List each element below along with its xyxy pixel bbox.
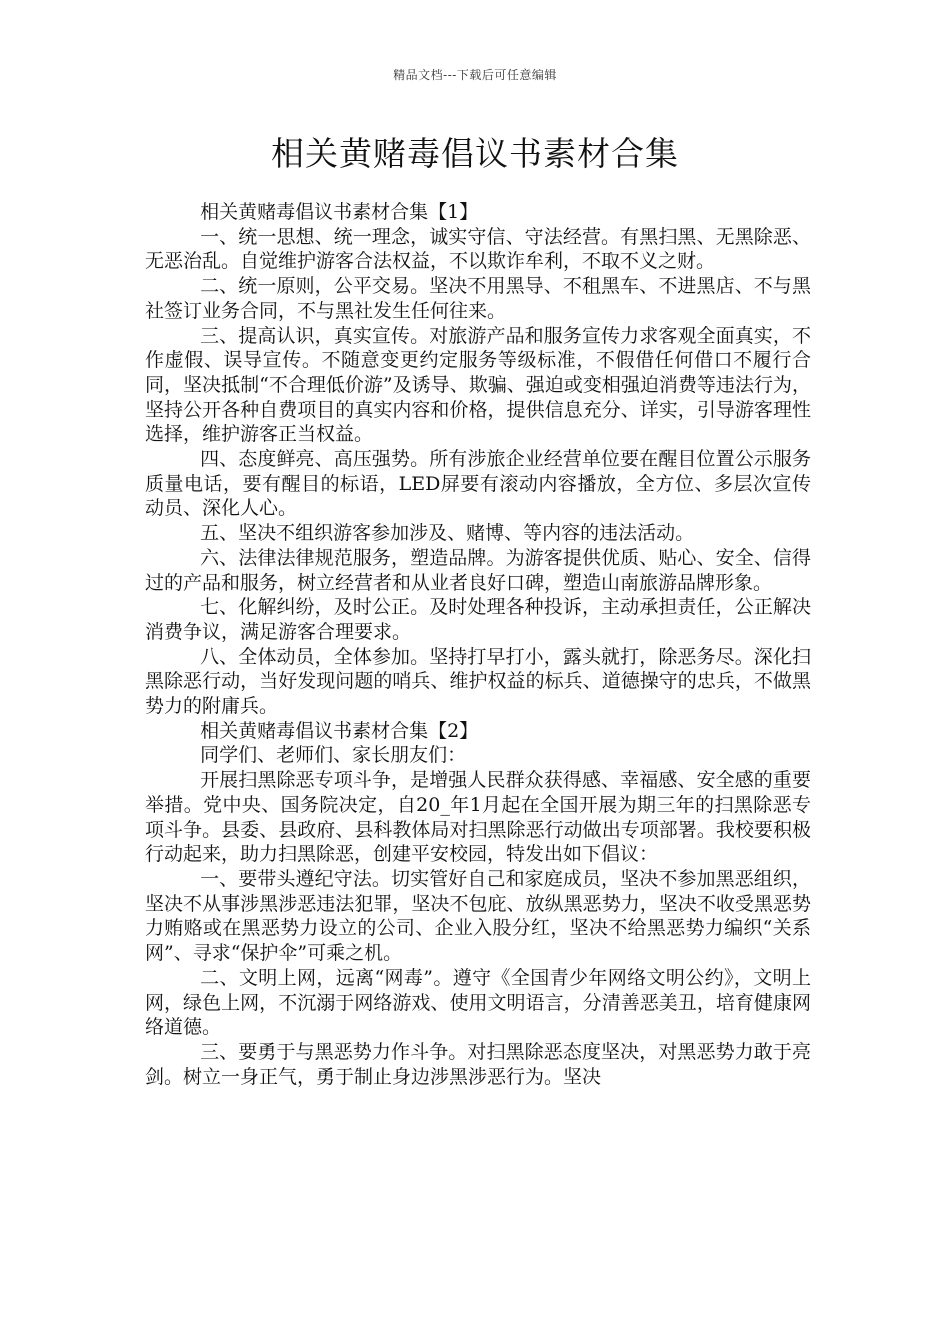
document-title: 相关黄赌毒倡议书素材合集 bbox=[271, 134, 679, 173]
paragraph: 一、要带头遵纪守法。切实管好自己和家庭成员，坚决不参加黑恶组织，坚决不从事涉黑涉恶违法犯罪，坚决不包庇、放纵黑恶势力，坚决不收受黑恶势力贿赂或在黑恶势力设立的公司、企业入股分红，坚决不给黑恶势力编织“关系网”、寻求“保护伞”可乘之机。 bbox=[145, 867, 811, 965]
section-heading-1: 相关黄赌毒倡议书素材合集【1】 bbox=[200, 201, 479, 223]
paragraph: 二、文明上网，远离“网毒”。遵守《全国青少年网络文明公约》，文明上网，绿色上网，不沉溺于网络游戏、使用文明语言，分清善恶美丑，培育健康网络道德。 bbox=[145, 966, 811, 1039]
paragraph: 三、要勇于与黑恶势力作斗争。对扫黑除恶态度坚决，对黑恶势力敢于亮剑。树立一身正气，勇于制止身边涉黑涉恶行为。坚决 bbox=[145, 1040, 811, 1088]
paragraph: 六、法律法律规范服务，塑造品牌。为游客提供优质、贴心、安全、信得过的产品和服务，树立经营者和从业者良好口碑，塑造山南旅游品牌形象。 bbox=[145, 546, 811, 594]
paragraph: 二、统一原则，公平交易。坚决不用黑导、不租黑车、不进黑店、不与黑社签订业务合同，不与黑社发生任何往来。 bbox=[145, 275, 811, 322]
page-header: 精品文档---下载后可任意编辑 bbox=[393, 68, 557, 82]
paragraph: 七、化解纠纷，及时公正。及时处理各种投诉，主动承担责任，公正解决消费争议，满足游客合理要求。 bbox=[145, 596, 811, 643]
paragraph: 四、态度鲜亮、高压强势。所有涉旅企业经营单位要在醒目位置公示服务质量电话，要有醒目的标语，LED屏要有滚动内容播放，全方位、多层次宣传动员、深化人心。 bbox=[145, 448, 811, 520]
section-heading-2: 相关黄赌毒倡议书素材合集【2】 bbox=[200, 719, 479, 742]
paragraph: 五、坚决不组织游客参加涉及、赌博、等内容的违法活动。 bbox=[200, 522, 695, 545]
paragraph: 三、提高认识，真实宣传。对旅游产品和服务宣传力求客观全面真实，不作虚假、误导宣传。不随意变更约定服务等级标准，不假借任何借口不履行合同，坚决抵制“不合理低价游”及诱导、欺骗、强迫或变相强迫消费等违法行为，坚持公开各种自费项目的真实内容和价格，提供信息充分、详实，引导游客理性选择，维护游客正当权益。 bbox=[145, 324, 811, 446]
salutation: 同学们、老师们、家长朋友们： bbox=[200, 744, 467, 767]
document-body bbox=[145, 200, 811, 1089]
paragraph: 开展扫黑除恶专项斗争，是增强人民群众获得感、幸福感、安全感的重要举措。党中央、国务院决定，自20_年1月起在全国开展为期三年的扫黑除恶专项斗争。县委、县政府、县科教体局对扫黑除恶行动做出专项部署。我校要积极行动起来，助力扫黑除恶，创建平安校园，特发出如下倡议： bbox=[145, 769, 811, 866]
paragraph: 一、统一思想、统一理念，诚实守信、守法经营。有黑扫黑、无黑除恶、无恶治乱。自觉维护游客合法权益，不以欺诈牟利，不取不义之财。 bbox=[145, 225, 811, 273]
paragraph: 八、全体动员，全体参加。坚持打早打小，露头就打，除恶务尽。深化扫黑除恶行动，当好发现问题的哨兵、维护权益的标兵、道德操守的忠兵，不做黑势力的附庸兵。 bbox=[145, 645, 811, 718]
